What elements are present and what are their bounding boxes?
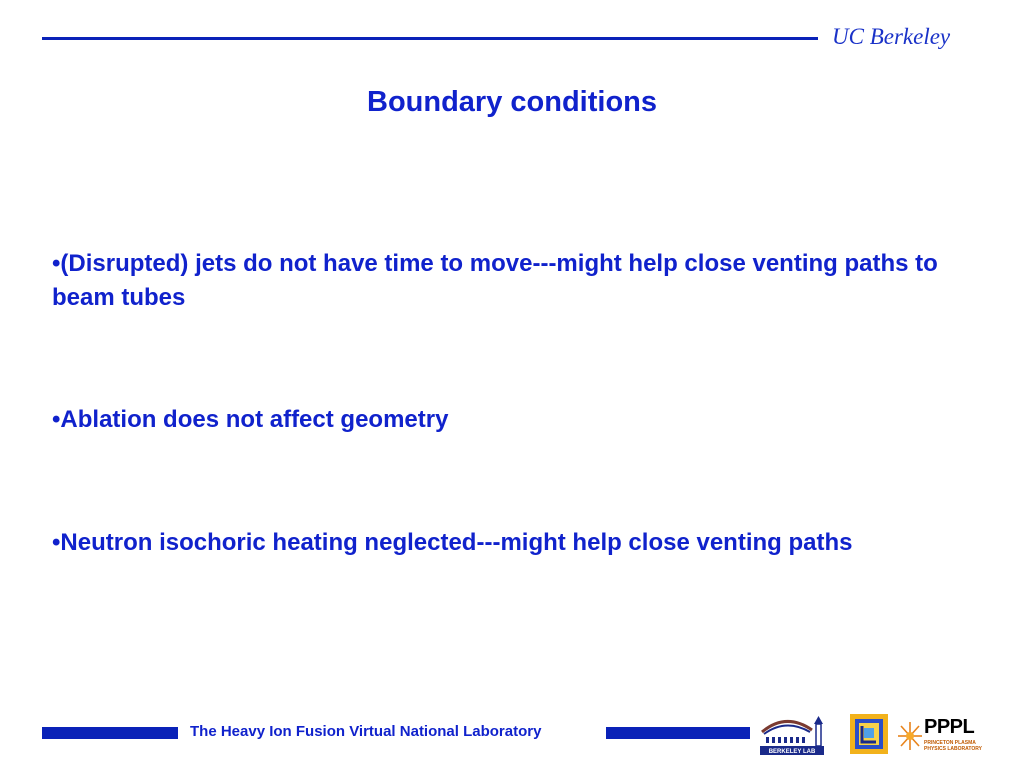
footer-bar-right — [606, 727, 750, 739]
org-label: UC Berkeley — [832, 24, 951, 49]
bullet-1: •(Disrupted) jets do not have time to move---might help close venting paths to beam tubes — [52, 250, 938, 311]
berkeley-lab-logo-text: BERKELEY LAB — [768, 749, 816, 755]
header-rule — [42, 37, 818, 40]
starburst-icon — [896, 716, 924, 756]
berkeley-lab-logo-icon — [756, 710, 830, 758]
bullet-3: •Neutron isochoric heating neglected---might help close venting paths — [52, 529, 853, 556]
pppl-logo-subtitle-2: PHYSICS LABORATORY — [924, 746, 982, 752]
berkeley-lab-logo — [756, 710, 830, 758]
footer-bar-left — [42, 727, 178, 739]
pppl-logo-text: PPPL — [924, 716, 975, 738]
pppl-logo-subtitle-1: PRINCETON PLASMA — [924, 740, 976, 746]
bullet-2: •Ablation does not affect geometry — [52, 406, 449, 433]
slide-title: Boundary conditions — [367, 86, 657, 118]
lab-square-logo-icon — [850, 714, 888, 754]
lab-square-logo — [850, 714, 888, 754]
footer-text: The Heavy Ion Fusion Virtual National Laboratory — [190, 723, 542, 740]
pppl-logo — [896, 716, 986, 756]
